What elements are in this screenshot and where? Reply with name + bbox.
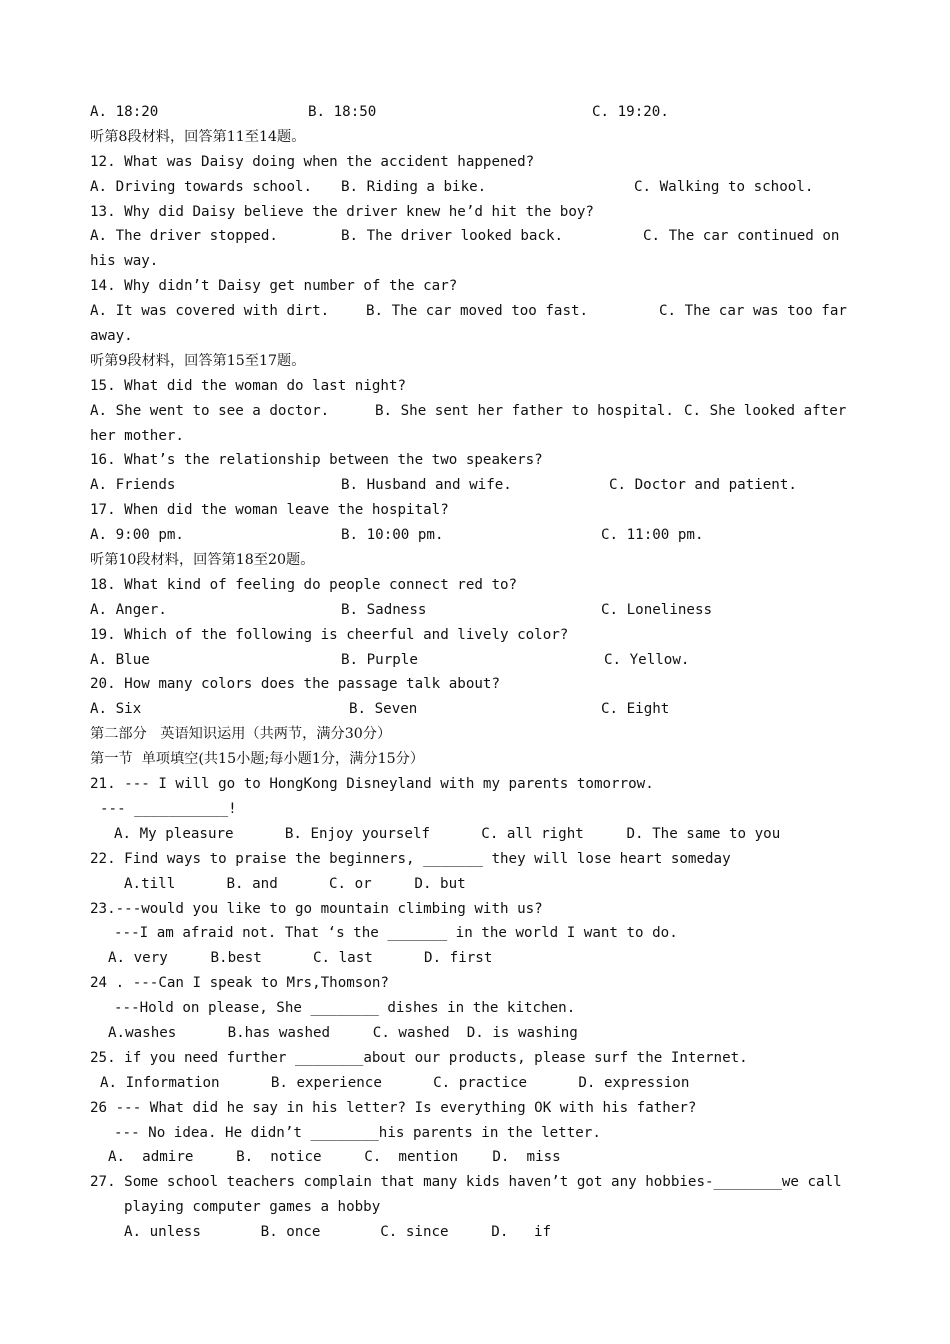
q18-option-a: A. Anger. [90,601,167,618]
q17-options [90,523,870,548]
section-8-heading: 听第8段材料，回答第11至14题。 [90,128,306,145]
q16-stem: 16. What’s the relationship between the two speakers? [90,452,543,469]
q16-options [90,473,870,498]
q24-reply: ---Hold on please, She ________ dishes in the kitchen. [114,1000,576,1017]
q25-stem: 25. if you need further ________about our products, please surf the Internet. [90,1049,748,1066]
q17-option-a: A. 9:00 pm. [90,527,184,544]
q19-option-b: B. Purple [341,651,418,668]
q13-stem: 13. Why did Daisy believe the driver knew he’d hit the boy? [90,203,594,220]
q14-option-c-continued: away. [90,328,133,345]
q14-stem: 14. Why didn’t Daisy get number of the car? [90,278,458,295]
q18-stem: 18. What kind of feeling do people connect red to? [90,576,518,593]
q19-stem: 19. Which of the following is cheerful and lively color? [90,626,569,643]
q20-option-c: C. Eight [601,701,670,718]
exam-page [90,100,870,1245]
q27-stem: 27. Some school teachers complain that many kids haven’t got any hobbies-________we call playing computer games a hobby [90,1174,842,1216]
q15-options [90,399,870,424]
q12-option-b: B. Riding a bike. [341,178,487,195]
part-2-section-1-heading: 第一节 单项填空(共15小题;每小题1分，满分15分） [90,751,425,768]
q13-option-a: A. The driver stopped. [90,228,278,245]
q21-reply: --- ___________! [100,800,237,817]
q24-options: A.washes B.has washed C. washed D. is washing [108,1024,578,1041]
q26-stem: 26 --- What did he say in his letter? Is everything OK with his father? [90,1099,697,1116]
q11-options [90,100,870,125]
q17-option-c: C. 11:00 pm. [601,527,704,544]
q18-options [90,598,870,623]
q20-options [90,697,870,722]
q13-option-c: C. The car continued on [643,228,840,245]
q16-option-b: B. Husband and wife. [341,477,512,494]
q22-options: A.till B. and C. or D. but [124,875,466,892]
section-9-heading: 听第9段材料，回答第15至17题。 [90,352,306,369]
q23-reply: ---I am afraid not. That ‘s the _______ in the world I want to do. [114,925,678,942]
q11-option-b: B. 18:50 [308,104,377,120]
q20-option-a: A. Six [90,701,142,718]
q15-stem: 15. What did the woman do last night? [90,377,407,394]
q18-option-c: C. Loneliness [601,601,713,618]
q14-option-c: C. The car was too far [659,303,847,320]
q19-option-a: A. Blue [90,651,150,668]
q16-option-a: A. Friends [90,477,176,494]
q15-option-b: B. She sent her father to hospital. [375,402,674,419]
q20-option-b: B. Seven [349,701,418,718]
q11-option-a: A. 18:20 [90,104,159,120]
q13-option-c-continued: his way. [90,253,159,270]
q11-option-c: C. 19:20. [592,104,669,120]
q12-option-c: C. Walking to school. [634,178,814,195]
q12-option-a: A. Driving towards school. [90,178,313,195]
q12-options [90,175,870,200]
q26-reply: --- No idea. He didn’t ________his parents in the letter. [114,1124,601,1141]
q21-options: A. My pleasure B. Enjoy yourself C. all right D. The same to you [114,825,781,842]
q15-option-c-continued: her mother. [90,427,184,444]
q24-stem: 24 . ---Can I speak to Mrs,Thomson? [90,975,389,992]
q23-options: A. very B.best C. last D. first [108,950,493,967]
q20-stem: 20. How many colors does the passage talk about? [90,676,500,693]
q22-stem: 22. Find ways to praise the beginners, _______ they will lose heart someday [90,850,731,867]
q12-stem: 12. What was Daisy doing when the accident happened? [90,153,535,170]
q25-options: A. Information B. experience C. practice D. expression [100,1074,690,1091]
q19-options [90,648,870,673]
q14-option-a: A. It was covered with dirt. [90,303,330,320]
q18-option-b: B. Sadness [341,601,427,618]
q13-options [90,224,870,249]
q14-option-b: B. The car moved too fast. [366,303,589,320]
q13-option-b: B. The driver looked back. [341,228,564,245]
part-2-heading: 第二部分 英语知识运用（共两节，满分30分） [90,726,392,743]
q14-options [90,299,870,324]
q17-option-b: B. 10:00 pm. [341,527,444,544]
q17-stem: 17. When did the woman leave the hospital? [90,502,449,519]
q16-option-c: C. Doctor and patient. [609,477,797,494]
q19-option-c: C. Yellow. [604,651,690,668]
section-10-heading: 听第10段材料，回答第18至20题。 [90,552,315,569]
q23-stem: 23.---would you like to go mountain climbing with us? [90,900,543,917]
q15-option-a: A. She went to see a doctor. [90,402,330,419]
q15-option-c: C. She looked after [684,402,847,419]
q27-options: A. unless B. once C. since D. if [124,1224,552,1241]
q21-stem: 21. --- I will go to HongKong Disneyland with my parents tomorrow. [90,776,654,793]
q26-options: A. admire B. notice C. mention D. miss [108,1149,561,1166]
